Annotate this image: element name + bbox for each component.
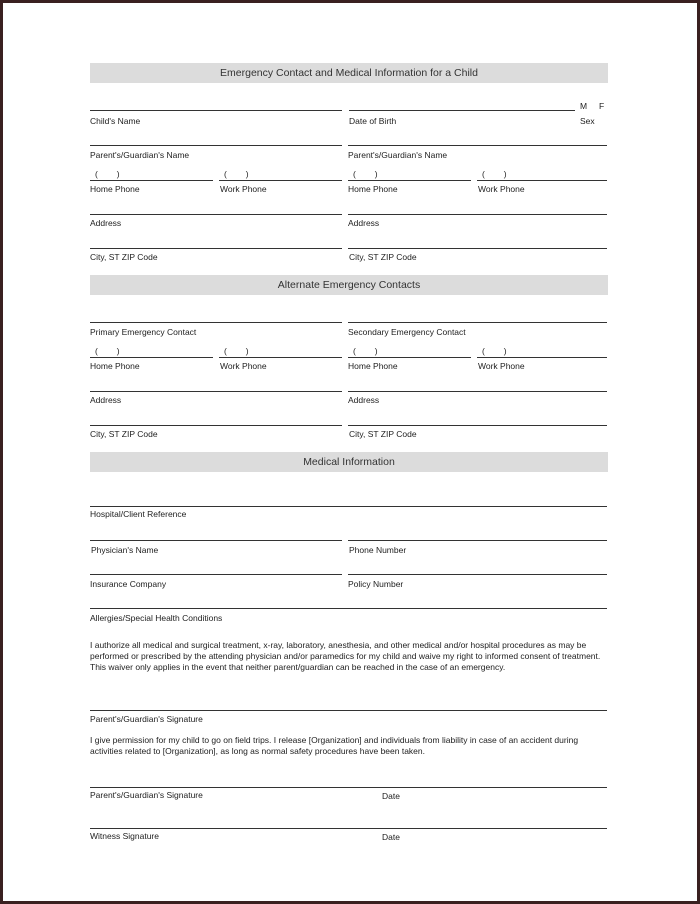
- secondary-contact-line[interactable]: [348, 322, 607, 323]
- address-3-line[interactable]: [90, 391, 342, 392]
- work-phone-4-label: Work Phone: [478, 361, 525, 371]
- address-2-line[interactable]: [348, 214, 607, 215]
- primary-contact-label: Primary Emergency Contact: [90, 327, 197, 337]
- city-3-label: City, ST ZIP Code: [90, 429, 158, 439]
- home-phone-2-line[interactable]: [348, 180, 471, 181]
- phone-area-code: ( ): [95, 169, 120, 179]
- primary-contact-line[interactable]: [90, 322, 342, 323]
- city-1-label: City, ST ZIP Code: [90, 252, 158, 262]
- sex-label: Sex: [580, 116, 595, 126]
- city-2-label: City, ST ZIP Code: [349, 252, 417, 262]
- work-phone-3-line[interactable]: [219, 357, 342, 358]
- hospital-ref-line[interactable]: [90, 506, 607, 507]
- home-phone-3-label: Home Phone: [90, 361, 140, 371]
- home-phone-4-label: Home Phone: [348, 361, 398, 371]
- policy-number-label: Policy Number: [348, 579, 404, 589]
- date-2-label: Date: [382, 832, 400, 842]
- date-1-label: Date: [382, 791, 400, 801]
- city-3-line[interactable]: [90, 425, 342, 426]
- sex-m-option[interactable]: M: [580, 101, 588, 111]
- address-1-line[interactable]: [90, 214, 342, 215]
- childs-name-label: Child's Name: [90, 116, 141, 126]
- phone-area-code: ( ): [224, 169, 249, 179]
- phone-area-code: ( ): [353, 346, 378, 356]
- home-phone-1-line[interactable]: [90, 180, 213, 181]
- witness-signature-label: Witness Signature: [90, 831, 159, 841]
- insurance-company-label: Insurance Company: [90, 579, 167, 589]
- parent-name-2-line[interactable]: [348, 145, 607, 146]
- work-phone-1-label: Work Phone: [220, 184, 267, 194]
- section-header-medical: Medical Information: [90, 452, 608, 472]
- form-page: [3, 3, 697, 901]
- parent-name-2-label: Parent's/Guardian's Name: [348, 150, 448, 160]
- allergies-line[interactable]: [90, 608, 607, 609]
- parent-name-1-label: Parent's/Guardian's Name: [90, 150, 190, 160]
- phone-number-label: Phone Number: [349, 545, 407, 555]
- address-1-label: Address: [90, 218, 122, 228]
- section-header-alternate: Alternate Emergency Contacts: [90, 275, 608, 295]
- sex-f-option[interactable]: F: [599, 101, 605, 111]
- work-phone-3-label: Work Phone: [220, 361, 267, 371]
- home-phone-3-line[interactable]: [90, 357, 213, 358]
- work-phone-2-line[interactable]: [477, 180, 607, 181]
- address-3-label: Address: [90, 395, 122, 405]
- authorization-paragraph: I authorize all medical and surgical treatment, x-ray, laboratory, anesthesia, and other medical and/or hospital procedures as may be performed or prescribed by the attending physician and/or paramedics for my child and waive my right to informed consent of treatment. This waiver only applies in the event that neither parent/guardian can be reached in the case of an emergency.: [90, 640, 601, 672]
- parent-signature-1-label: Parent's/Guardian's Signature: [90, 714, 203, 724]
- date-of-birth-line[interactable]: [349, 110, 575, 111]
- phone-area-code: ( ): [224, 346, 249, 356]
- address-2-label: Address: [348, 218, 380, 228]
- work-phone-4-line[interactable]: [477, 357, 607, 358]
- city-4-label: City, ST ZIP Code: [349, 429, 417, 439]
- home-phone-2-label: Home Phone: [348, 184, 398, 194]
- witness-signature-line[interactable]: [90, 828, 607, 829]
- work-phone-2-label: Work Phone: [478, 184, 525, 194]
- physician-name-label: Physician's Name: [91, 545, 159, 555]
- address-4-line[interactable]: [348, 391, 607, 392]
- phone-area-code: ( ): [482, 169, 507, 179]
- physician-name-line[interactable]: [90, 540, 342, 541]
- hospital-ref-label: Hospital/Client Reference: [90, 509, 187, 519]
- section-header-contact: Emergency Contact and Medical Information for a Child: [90, 63, 608, 83]
- city-4-line[interactable]: [348, 425, 607, 426]
- phone-number-line[interactable]: [348, 540, 607, 541]
- parent-signature-2-label: Parent's/Guardian's Signature: [90, 790, 203, 800]
- address-4-label: Address: [348, 395, 380, 405]
- parent-signature-2-line[interactable]: [90, 787, 607, 788]
- secondary-contact-label: Secondary Emergency Contact: [348, 327, 466, 337]
- allergies-label: Allergies/Special Health Conditions: [90, 613, 223, 623]
- home-phone-4-line[interactable]: [348, 357, 471, 358]
- work-phone-1-line[interactable]: [219, 180, 342, 181]
- parent-signature-1-line[interactable]: [90, 710, 607, 711]
- insurance-company-line[interactable]: [90, 574, 342, 575]
- childs-name-line[interactable]: [90, 110, 342, 111]
- phone-area-code: ( ): [95, 346, 120, 356]
- parent-name-1-line[interactable]: [90, 145, 342, 146]
- phone-area-code: ( ): [482, 346, 507, 356]
- policy-number-line[interactable]: [348, 574, 607, 575]
- home-phone-1-label: Home Phone: [90, 184, 140, 194]
- city-2-line[interactable]: [348, 248, 607, 249]
- phone-area-code: ( ): [353, 169, 378, 179]
- city-1-line[interactable]: [90, 248, 342, 249]
- field-trips-paragraph: I give permission for my child to go on field trips. I release [Organization] and individuals from liability in case of an accident during activities related to [Organization], as long as normal safety procedures have been taken.: [90, 735, 579, 756]
- date-of-birth-label: Date of Birth: [349, 116, 397, 126]
